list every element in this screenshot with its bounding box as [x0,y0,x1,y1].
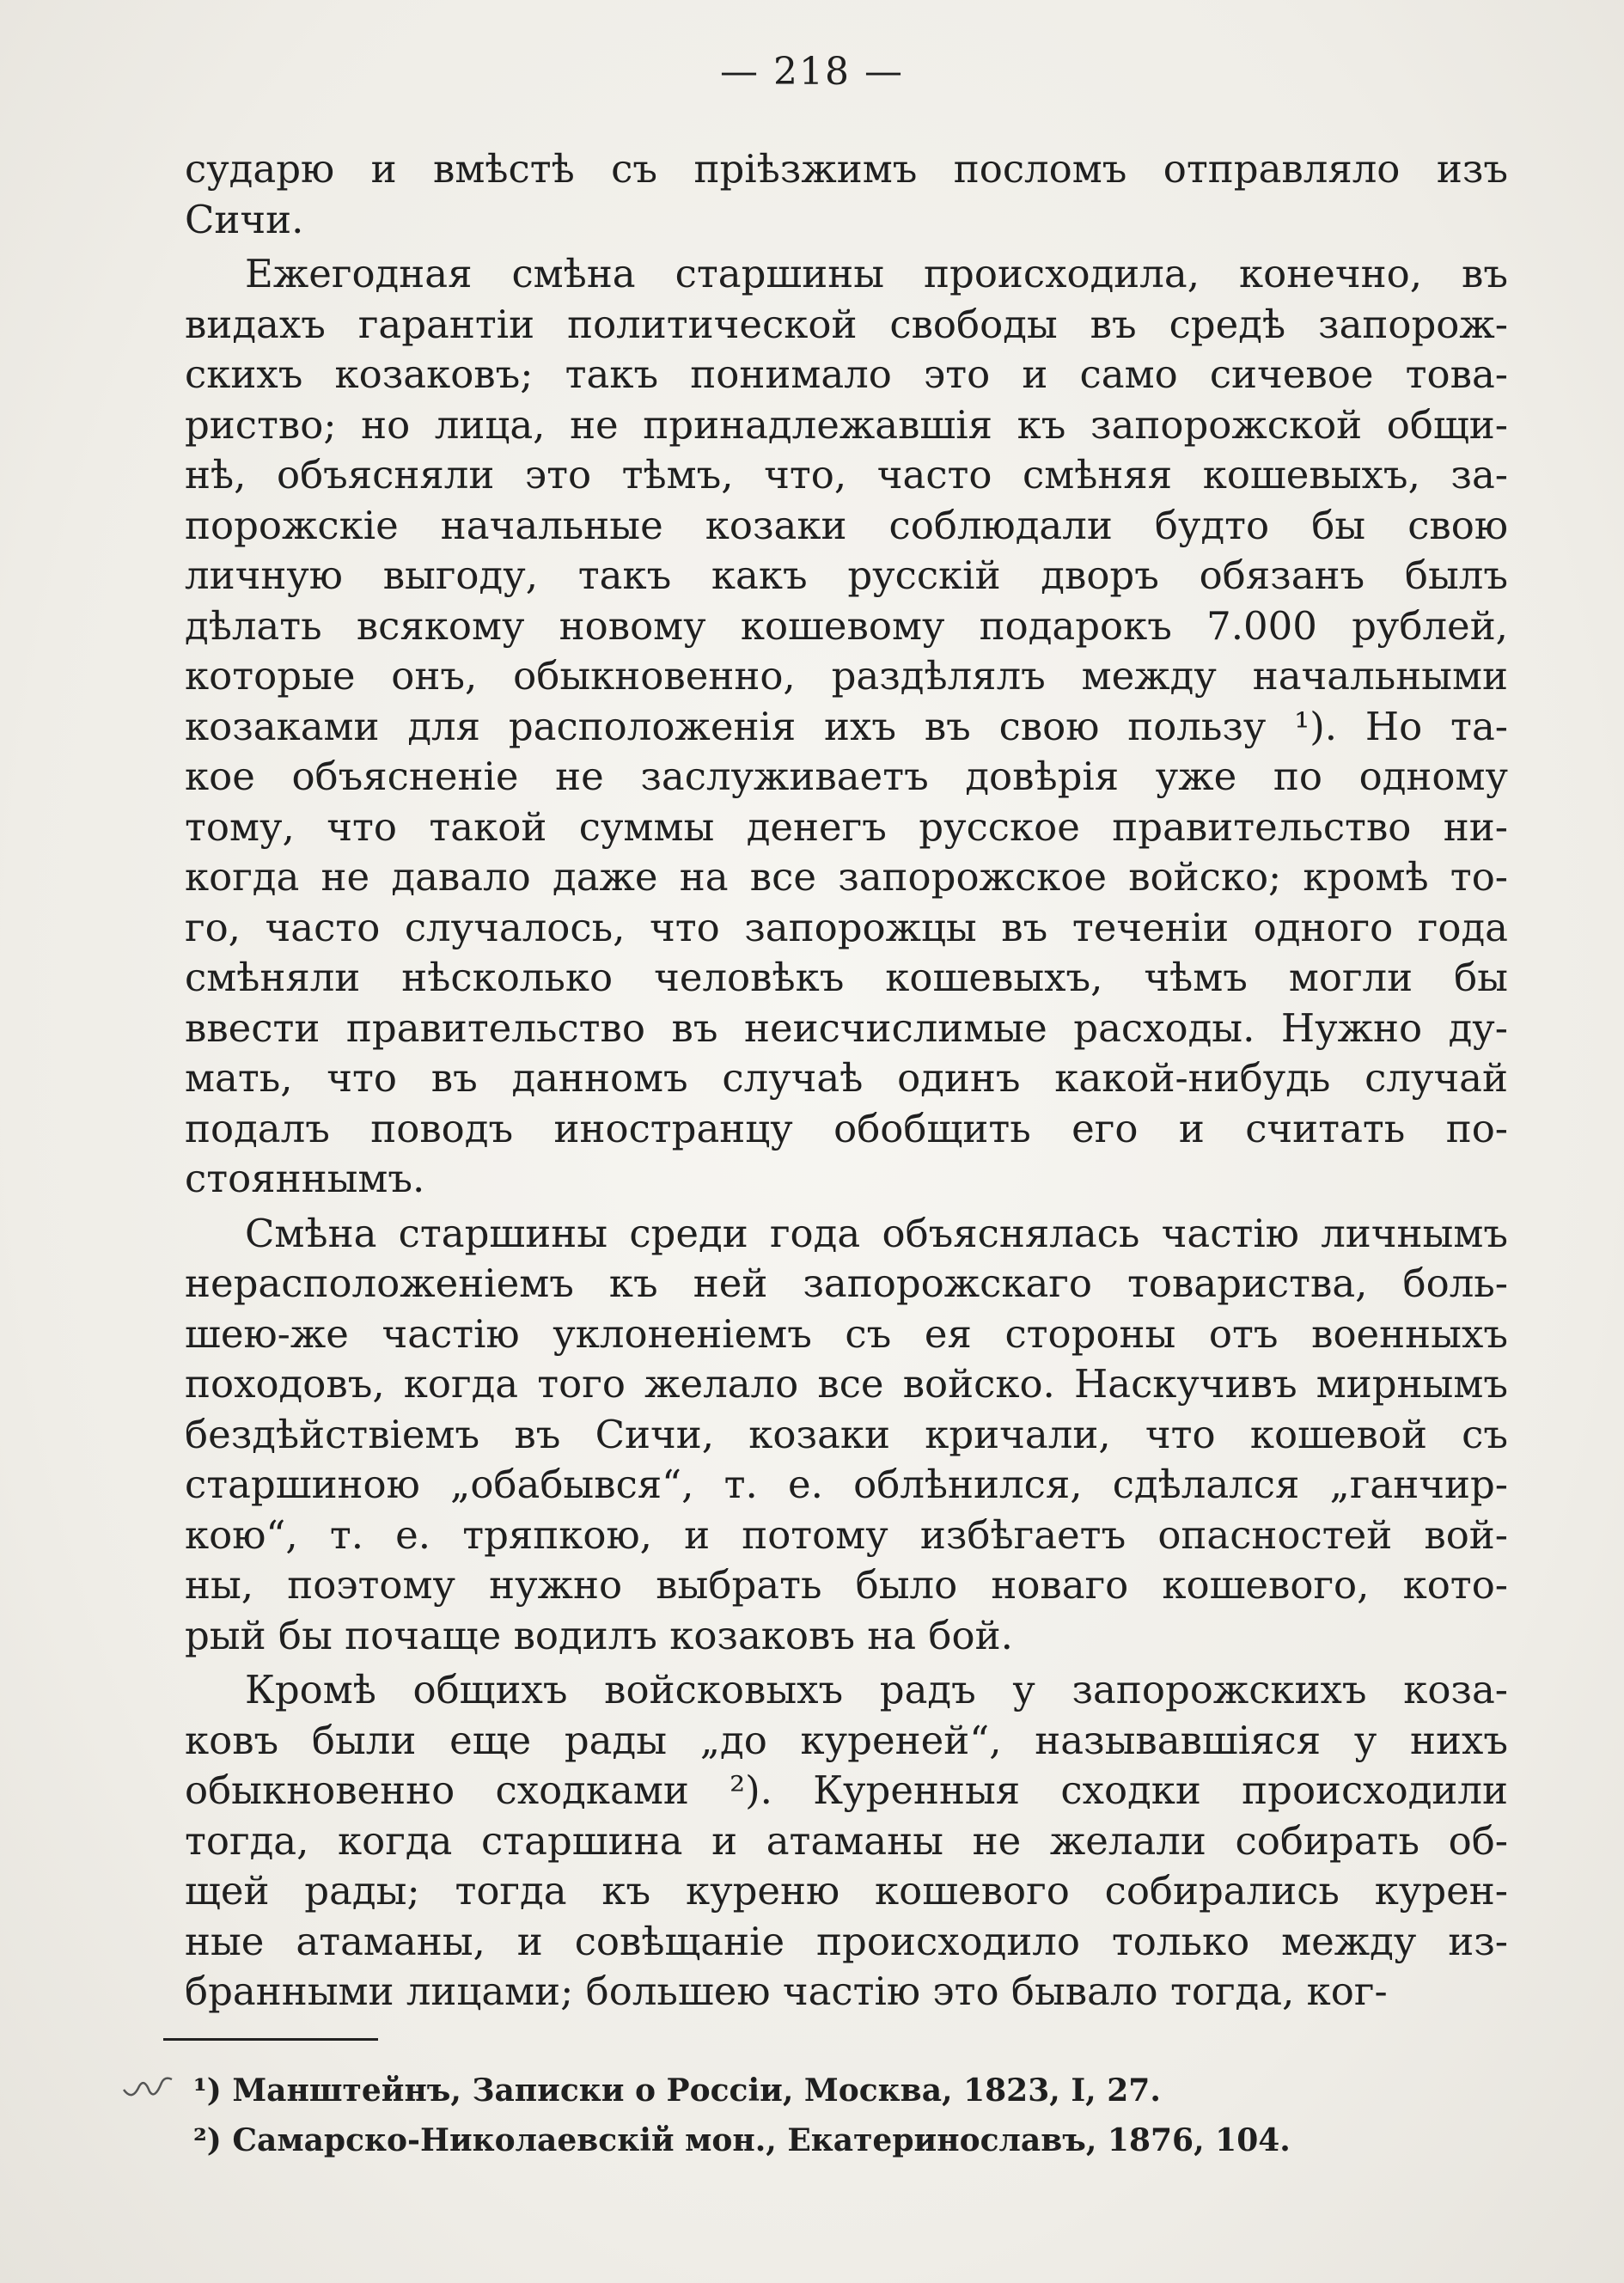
footnote-1: ¹) Манштейнъ, Записки о Россiи, Москва, 1823, I, 27. [193,2072,1161,2109]
paragraph [185,249,1508,1205]
text-line: нерасположенiемъ къ ней запорожскаго товариства, боль- [185,1261,1508,1306]
text-line: рый бы почаще водилъ козаковъ на бой. [185,1612,1013,1658]
text-line: шею-же частiю уклоненiемъ съ ея стороны отъ военныхъ [185,1310,1508,1357]
footnote-rule [163,2038,378,2041]
text-line: кое объясненiе не заслуживаетъ довѣрiя уже по одному [185,754,1508,799]
text-line: бранными лицами; большею частiю это бывало тогда, ког- [185,1969,1388,2014]
text-line: видахъ гарантiи политической свободы въ средѣ запорож- [185,301,1508,347]
text-line: смѣняли нѣсколько человѣкъ кошевыхъ, чѣмъ могли бы [185,955,1508,1000]
footnotes [193,2066,1396,2165]
text-line: бездѣйствiемъ въ Сичи, козаки кричали, что кошевой съ [185,1411,1508,1457]
text-line: го, часто случалось, что запорожцы въ теченiи одного года [185,904,1508,950]
text-line: старшиною „обабывся“, т. е. облѣнился, сдѣлался „ганчир- [185,1462,1508,1507]
text-line: сударю и вмѣстѣ съ прiѣзжимъ посломъ отправляло изъ [185,146,1508,192]
text-line: Смѣна старшины среди года объяснялась частiю личнымъ [245,1210,1508,1256]
text-line: риство; но лица, не принадлежавшiя къ запорожской общи- [185,401,1508,448]
text-line: обыкновенно сходками ²). Куренныя сходки происходили [185,1767,1508,1813]
text-line: ковъ были еще рады „до куреней“, называвшiяся у нихъ [185,1717,1508,1763]
text-line: тому, что такой суммы денегъ русское правительство ни- [185,803,1508,850]
text-line: когда не давало даже на все запорожское войско; кромѣ то- [185,854,1508,900]
text-line: ны, поэтому нужно выбрать было новаго кошевого, кото- [185,1562,1508,1608]
text-line: тогда, когда старшина и атаманы не желали собирать об- [185,1817,1508,1864]
footnote-2: ²) Самарско-Николаевскiй мон., Екатеринославъ, 1876, 104. [193,2122,1291,2158]
text-line: дѣлать всякому новому кошевому подарокъ 7.000 рублей, [185,602,1508,649]
text-line: которые онъ, обыкновенно, раздѣлялъ между начальными [185,653,1508,699]
text-line: подалъ поводъ иностранцу обобщить его и считать по- [185,1105,1508,1151]
text-line: личную выгоду, такъ какъ русскiй дворъ обязанъ былъ [185,552,1508,598]
text-line: походовъ, когда того желало все войско. Наскучивъ мирнымъ [185,1361,1508,1407]
text-line: порожскiе начальные козаки соблюдали будто бы свою [185,502,1508,548]
text-line: скихъ козаковъ; такъ понимало это и само сичевое това- [185,351,1508,397]
page-number: — 218 — [720,50,904,94]
text-line: мать, что въ данномъ случаѣ одинъ какой-нибудь случай [185,1055,1508,1101]
text-line: нѣ, объясняли это тѣмъ, что, часто смѣняя кошевыхъ, за- [185,452,1508,497]
paragraph [185,144,1508,245]
handwritten-mark-icon [120,2071,180,2105]
paragraph [185,1665,1508,2017]
text-line: кою“, т. е. тряпкою, и потому избѣгаетъ опасностей вой- [185,1511,1508,1558]
text-line: щей рады; тогда къ куреню кошевого собирались курен- [185,1868,1508,1914]
text-line: Кромѣ общихъ войсковыхъ радъ у запорожскихъ коза- [245,1667,1508,1712]
text-line: Ежегодная смѣна старшины происходила, конечно, въ [245,251,1508,296]
text-line: ные атаманы, и совѣщанiе происходило только между из- [185,1918,1508,1964]
text-line: стояннымъ. [185,1156,425,1201]
text-line: козаками для расположенiя ихъ въ свою пользу ¹). Но та- [185,703,1508,749]
text-line: Сичи. [185,196,304,242]
body-text [185,144,1508,2017]
text-line: ввести правительство въ неисчислимые расходы. Нужно ду- [185,1004,1508,1051]
paragraph [185,1209,1508,1662]
